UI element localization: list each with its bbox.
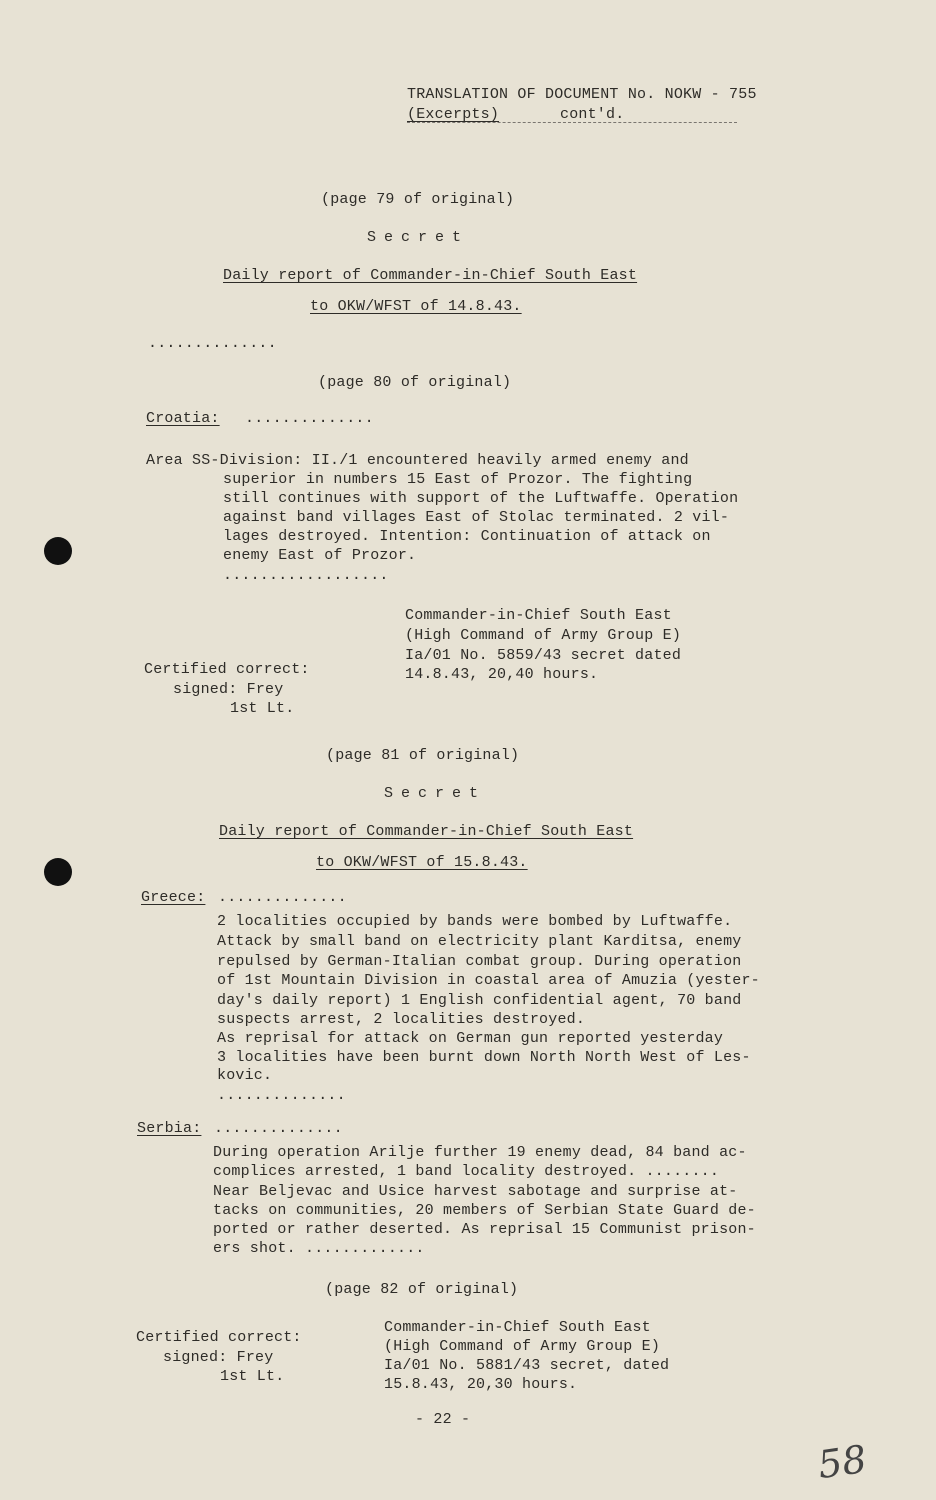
- serbia-line: complices arrested, 1 band locality destroyed. ........: [213, 1163, 720, 1180]
- greece-line: of 1st Mountain Division in coastal area of Amuzia (yester-: [217, 972, 760, 989]
- page-ref-82: (page 82 of original): [325, 1281, 519, 1298]
- signature-block-line: 15.8.43, 20,30 hours.: [384, 1376, 578, 1393]
- greece-line: 2 localities occupied by bands were bombed by Luftwaffe.: [217, 913, 733, 930]
- serbia-line: tacks on communities, 20 members of Serbian State Guard de-: [213, 1202, 756, 1219]
- signature-block-line: (High Command of Army Group E): [405, 627, 682, 644]
- header-rule: [407, 122, 737, 123]
- certified-line: 1st Lt.: [220, 1368, 285, 1385]
- croatia-label: Croatia:: [146, 410, 220, 427]
- greece-line: Attack by small band on electricity plant Karditsa, enemy: [217, 933, 742, 950]
- serbia-line: ported or rather deserted. As reprisal 15 Communist prison-: [213, 1221, 756, 1238]
- header-excerpts: (Excerpts): [407, 106, 500, 123]
- area-line: Area SS-Division: II./1 encountered heavily armed enemy and: [146, 452, 689, 469]
- area-line: against band villages East of Stolac terminated. 2 vil-: [223, 509, 730, 526]
- serbia-line: Near Beljevac and Usice harvest sabotage and surprise at-: [213, 1183, 738, 1200]
- greece-line: kovic.: [217, 1067, 273, 1084]
- signature-block-line: Commander-in-Chief South East: [384, 1319, 651, 1336]
- header-title: TRANSLATION OF DOCUMENT No. NOKW - 755: [407, 86, 757, 103]
- certified-line: signed: Frey: [173, 681, 284, 698]
- signature-block-line: 14.8.43, 20,40 hours.: [405, 666, 599, 683]
- report-title-1: Daily report of Commander-in-Chief South East: [223, 267, 638, 284]
- page-ref-80: (page 80 of original): [318, 374, 512, 391]
- greece-line: 3 localities have been burnt down North North West of Les-: [217, 1049, 751, 1066]
- greece-line: repulsed by German-Italian combat group. During operation: [217, 953, 742, 970]
- handwritten-page-number: 58: [815, 1436, 870, 1488]
- secret-heading-1: Secret: [367, 229, 470, 246]
- area-line: superior in numbers 15 East of Prozor. The fighting: [223, 471, 693, 488]
- certified-line: Certified correct:: [144, 661, 310, 678]
- punch-hole-bottom: [44, 858, 72, 886]
- header-contd: cont'd.: [560, 106, 625, 123]
- area-line: still continues with support of the Luftwaffe. Operation: [223, 490, 739, 507]
- croatia-dots: ..............: [245, 410, 374, 427]
- certified-line: signed: Frey: [163, 1349, 274, 1366]
- certified-line: 1st Lt.: [230, 700, 295, 717]
- report-subtitle-1: to OKW/WFST of 14.8.43.: [310, 298, 522, 315]
- greece-line: ..............: [217, 1087, 346, 1104]
- area-line: ..................: [223, 567, 389, 584]
- page-ref-81: (page 81 of original): [326, 747, 520, 764]
- page-ref-79: (page 79 of original): [321, 191, 515, 208]
- page-number: - 22 -: [415, 1411, 471, 1428]
- signature-block-line: Ia/01 No. 5859/43 secret dated: [405, 647, 682, 664]
- greece-line: As reprisal for attack on German gun reported yesterday: [217, 1030, 724, 1047]
- punch-hole-top: [44, 537, 72, 565]
- serbia-dots: ..............: [214, 1120, 343, 1137]
- area-line: enemy East of Prozor.: [223, 547, 417, 564]
- greece-dots: ..............: [218, 889, 347, 906]
- greece-line: suspects arrest, 2 localities destroyed.: [217, 1011, 586, 1028]
- serbia-label: Serbia:: [137, 1120, 202, 1137]
- signature-block-line: Commander-in-Chief South East: [405, 607, 672, 624]
- report-title-2: Daily report of Commander-in-Chief South East: [219, 823, 634, 840]
- serbia-line: During operation Arilje further 19 enemy dead, 84 band ac-: [213, 1144, 747, 1161]
- omission-dots-1: ..............: [148, 335, 277, 352]
- signature-block-line: (High Command of Army Group E): [384, 1338, 661, 1355]
- signature-block-line: Ia/01 No. 5881/43 secret, dated: [384, 1357, 670, 1374]
- area-line: lages destroyed. Intention: Continuation of attack on: [223, 528, 711, 545]
- greece-line: day's daily report) 1 English confidential agent, 70 band: [217, 992, 742, 1009]
- secret-heading-2: Secret: [384, 785, 487, 802]
- certified-line: Certified correct:: [136, 1329, 302, 1346]
- serbia-line: ers shot. .............: [213, 1240, 425, 1257]
- greece-label: Greece:: [141, 889, 206, 906]
- report-subtitle-2: to OKW/WFST of 15.8.43.: [316, 854, 528, 871]
